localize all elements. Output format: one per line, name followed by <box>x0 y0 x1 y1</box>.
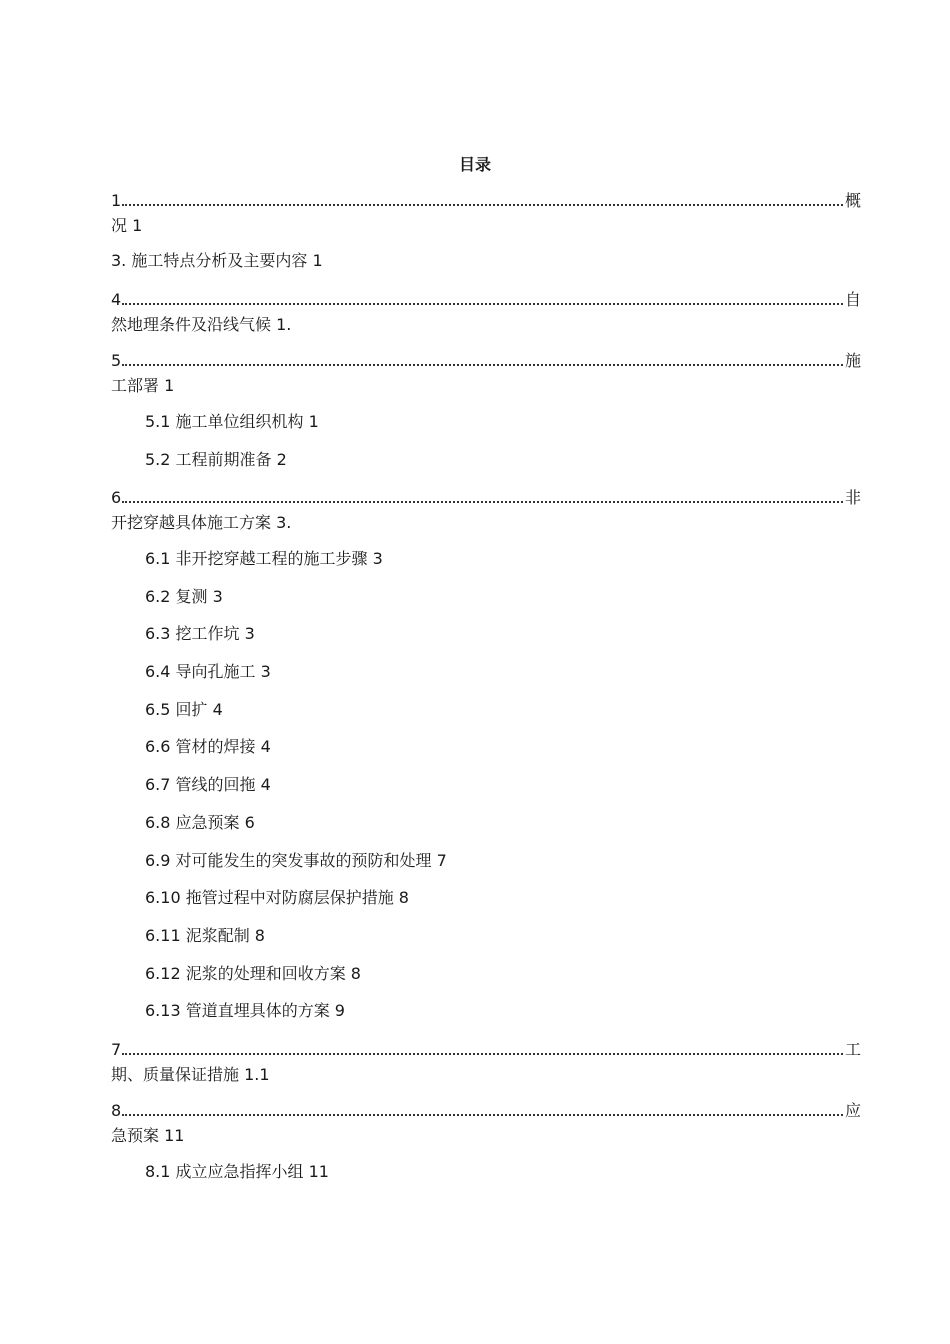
toc-entry-8[interactable] <box>111 1099 861 1148</box>
toc-entry-6-12[interactable]: 6.12 泥浆的处理和回收方案 8 <box>145 964 361 983</box>
toc-entry-tail: 开挖穿越具体施工方案 3. <box>111 513 292 532</box>
toc-entry-6-10[interactable]: 6.10 拖管过程中对防腐层保护措施 8 <box>145 888 409 907</box>
toc-entry-6-9[interactable]: 6.9 对可能发生的突发事故的预防和处理 7 <box>145 851 447 870</box>
toc-entry-number: 8 <box>111 1101 122 1120</box>
toc-entry-head: 自 <box>844 290 861 309</box>
toc-entry-6-13[interactable]: 6.13 管道直埋具体的方案 9 <box>145 1001 345 1020</box>
toc-entry-tail: 急预案 11 <box>111 1126 185 1145</box>
dot-leader <box>122 1114 843 1116</box>
toc-entry-number: 6 <box>111 488 122 507</box>
toc-entry-tail: 期、质量保证措施 1.1 <box>111 1065 270 1084</box>
toc-entry-3[interactable]: 3. 施工特点分析及主要内容 1 <box>111 251 323 270</box>
toc-entry-6-8[interactable]: 6.8 应急预案 6 <box>145 813 255 832</box>
toc-entry-1[interactable] <box>111 189 861 238</box>
toc-entry-7[interactable] <box>111 1038 861 1087</box>
dot-leader <box>122 303 843 305</box>
toc-entry-head: 施 <box>844 351 861 370</box>
toc-entry-head: 概 <box>844 191 861 210</box>
toc-entry-6-6[interactable]: 6.6 管材的焊接 4 <box>145 737 271 756</box>
toc-entry-6-7[interactable]: 6.7 管线的回拖 4 <box>145 775 271 794</box>
toc-entry-6-1[interactable]: 6.1 非开挖穿越工程的施工步骤 3 <box>145 549 383 568</box>
dot-leader <box>122 1053 843 1055</box>
toc-entry-head: 应 <box>844 1101 861 1120</box>
toc-entry-6-4[interactable]: 6.4 导向孔施工 3 <box>145 662 271 681</box>
toc-entry-5[interactable] <box>111 349 861 398</box>
toc-entry-8-1[interactable]: 8.1 成立应急指挥小组 11 <box>145 1162 329 1181</box>
toc-entry-tail: 工部署 1 <box>111 376 175 395</box>
toc-entry-6-2[interactable]: 6.2 复测 3 <box>145 587 223 606</box>
toc-entry-tail: 况 1 <box>111 216 143 235</box>
toc-entry-number: 5 <box>111 351 122 370</box>
toc-entry-5-2[interactable]: 5.2 工程前期准备 2 <box>145 450 287 469</box>
dot-leader <box>122 364 843 366</box>
dot-leader <box>122 501 843 503</box>
toc-entry-6[interactable] <box>111 486 861 535</box>
toc-entry-number: 1 <box>111 191 122 210</box>
toc-entry-head: 非 <box>844 488 861 507</box>
toc-entry-tail: 然地理条件及沿线气候 1. <box>111 315 292 334</box>
toc-entry-4[interactable] <box>111 288 861 337</box>
dot-leader <box>122 204 843 206</box>
toc-entry-6-11[interactable]: 6.11 泥浆配制 8 <box>145 926 265 945</box>
toc-entry-6-3[interactable]: 6.3 挖工作坑 3 <box>145 624 255 643</box>
toc-entry-head: 工 <box>844 1040 861 1059</box>
toc-title: 目录 <box>458 155 491 174</box>
toc-entry-6-5[interactable]: 6.5 回扩 4 <box>145 700 223 719</box>
toc-entry-number: 4 <box>111 290 122 309</box>
toc-entry-number: 7 <box>111 1040 122 1059</box>
toc-entry-5-1[interactable]: 5.1 施工单位组织机构 1 <box>145 412 319 431</box>
